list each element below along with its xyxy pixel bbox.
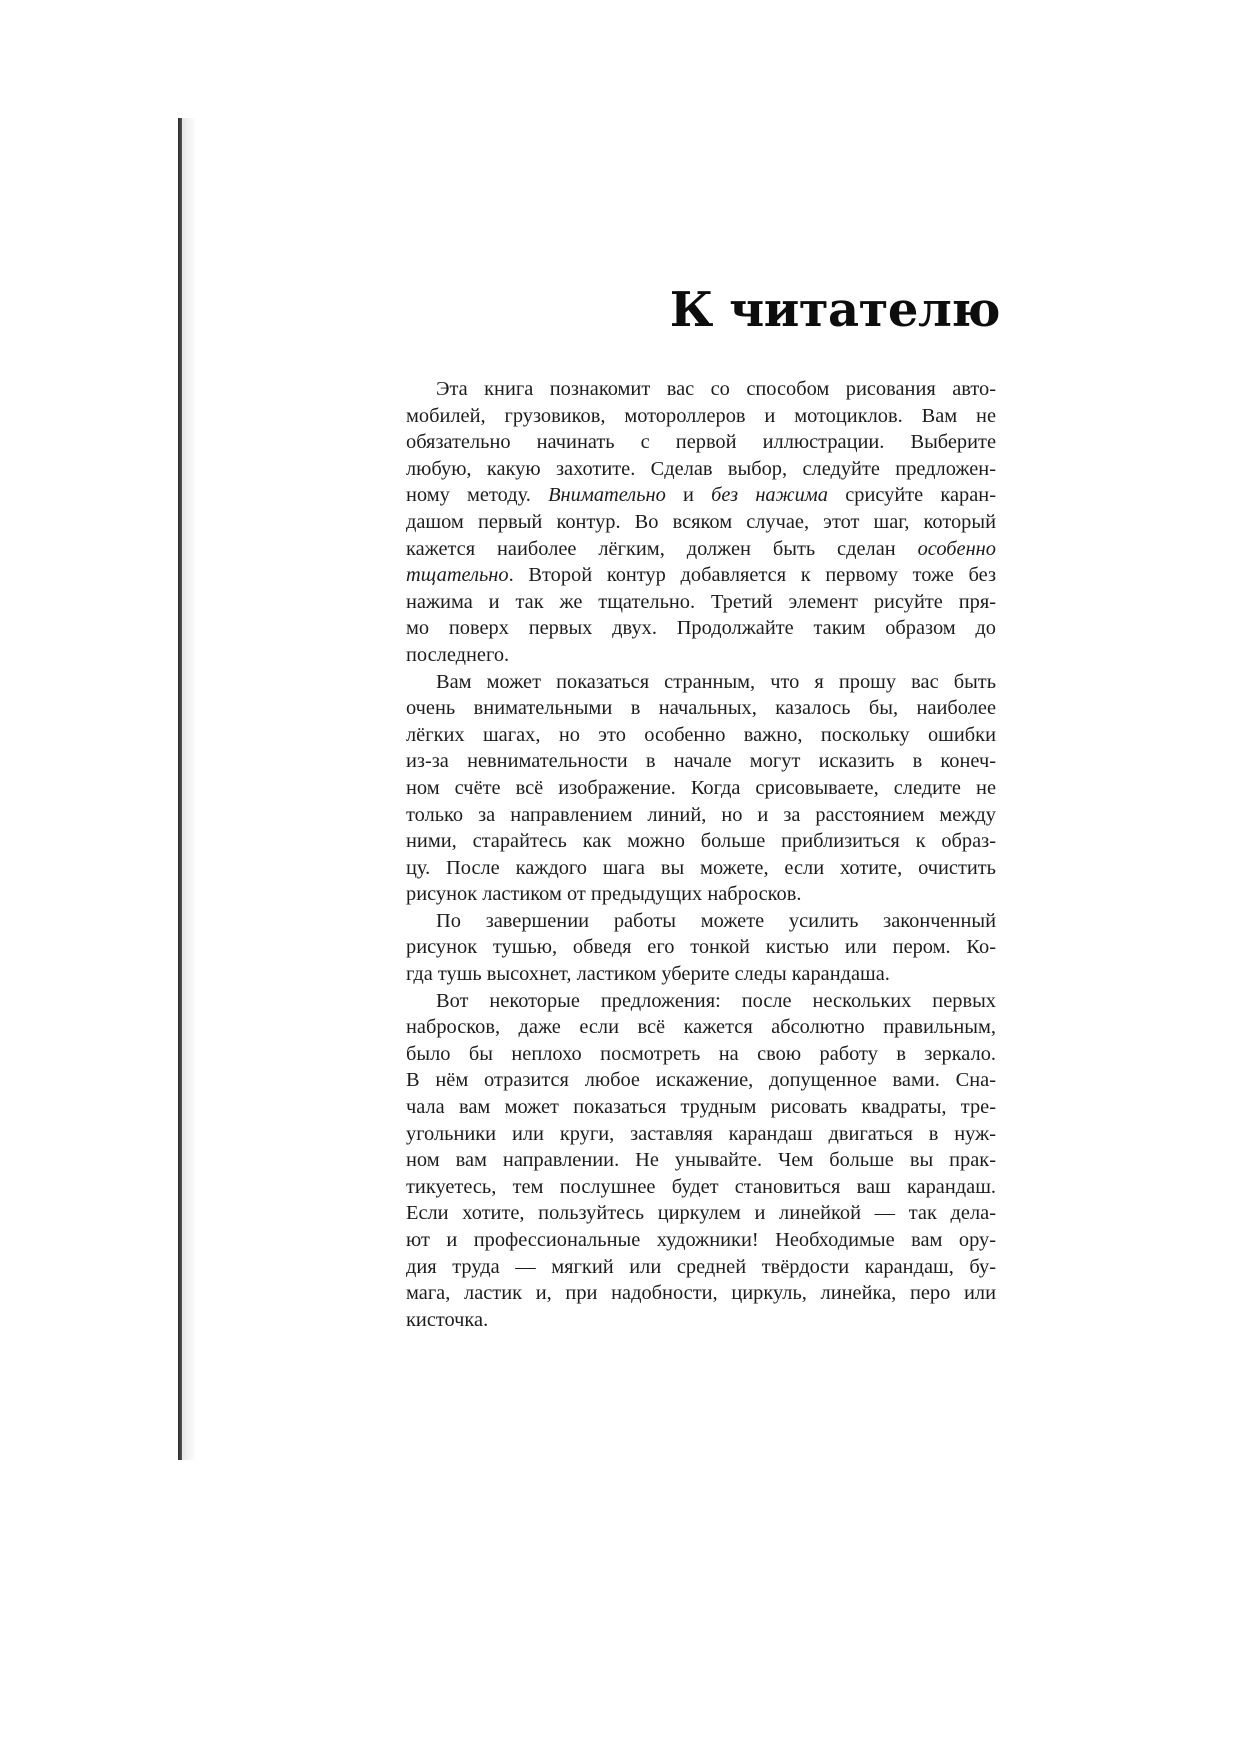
text-segment: и: [665, 484, 712, 507]
text-line: цу. После каждого шага вы можете, если хотите, очистить: [406, 856, 996, 879]
text-line: из-за невнимательности в начале могут исказить в конеч-: [406, 750, 996, 773]
text-line: По завершении работы можете усилить законченный: [436, 909, 996, 932]
text-segment: ному методу.: [406, 484, 549, 507]
text-line: дия труда — мягкий или средней твёрдости карандаш, бу-: [406, 1255, 996, 1278]
text-line: кисточка.: [406, 1308, 489, 1331]
text-line: лёгких шагах, но это особенно важно, поскольку ошибки: [406, 723, 996, 746]
text-line: мобилей, грузовиков, мотороллеров и мотоциклов. Вам не: [406, 404, 996, 427]
text-line: ном вам направлении. Не унывайте. Чем больше вы прак-: [406, 1149, 996, 1172]
text-line: нажима и так же тщательно. Третий элемент рисуйте пря-: [406, 590, 996, 613]
text-line: угольники или круги, заставляя карандаш двигаться в нуж-: [406, 1122, 996, 1145]
emphasis-text: тщательно: [406, 564, 509, 587]
text-line-mixed: [376, 536, 996, 563]
emphasis-text: особенно: [917, 537, 996, 560]
page-title: К читателю: [669, 282, 1000, 338]
text-line: любую, какую захотите. Сделав выбор, следуйте предложен-: [406, 457, 996, 480]
text-line: очень внимательными в начальных, казалось бы, наиболее: [406, 697, 996, 720]
emphasis-text: без нажима: [711, 484, 828, 507]
text-line: дашом первый контур. Во всяком случае, этот шаг, который: [406, 510, 996, 533]
text-line: Вам может показаться странным, что я прошу вас быть: [436, 670, 996, 693]
body-text: [376, 376, 996, 1333]
text-line: последнего.: [406, 643, 510, 666]
paragraph-1: [376, 376, 996, 669]
text-line: чала вам может показаться трудным рисовать квадраты, тре-: [406, 1096, 996, 1119]
text-segment: срисуйте каран-: [828, 484, 997, 507]
paragraph-2: [376, 669, 996, 908]
emphasis-text: Внимательно: [548, 484, 666, 507]
text-line: рисунок тушью, обведя его тонкой кистью или пером. Ко-: [406, 936, 996, 959]
book-spine-shadow: [182, 118, 196, 1460]
text-line: обязательно начинать с первой иллюстрации. Выберите: [406, 431, 996, 454]
text-line: Если хотите, пользуйтесь циркулем и линейкой — так дела-: [406, 1202, 996, 1225]
text-line: ними, старайтесь как можно больше приблизиться к образ-: [406, 830, 996, 853]
text-line: Эта книга познакомит вас со способом рисования авто-: [436, 378, 996, 400]
text-line: В нём отразится любое искажение, допущенное вами. Сна-: [406, 1069, 996, 1092]
text-line-mixed: [376, 562, 996, 589]
paragraph-3: [376, 908, 996, 988]
text-segment: . Второй контур добавляется к первому тоже без: [508, 564, 996, 587]
text-line-mixed: [376, 482, 996, 509]
text-line: Вот некоторые предложения: после нескольких первых: [436, 989, 996, 1012]
text-line: рисунок ластиком от предыдущих набросков.: [406, 883, 802, 906]
text-line: набросков, даже если всё кажется абсолютно правильным,: [406, 1016, 996, 1039]
text-segment: кажется наиболее лёгким, должен быть сделан: [406, 537, 918, 560]
paragraph-4: [376, 988, 996, 1334]
text-line: ном счёте всё изображение. Когда срисовываете, следите не: [406, 776, 996, 799]
text-line: только за направлением линий, но и за расстоянием между: [406, 803, 996, 826]
text-line: тикуетесь, тем послушнее будет становиться ваш карандаш.: [406, 1175, 996, 1198]
text-line: было бы неплохо посмотреть на свою работу в зеркало.: [406, 1042, 996, 1065]
text-line: ют и профессиональные художники! Необходимые вам ору-: [406, 1229, 996, 1251]
text-line: мага, ластик и, при надобности, циркуль, линейка, перо или: [406, 1282, 996, 1305]
text-line: мо поверх первых двух. Продолжайте таким образом до: [406, 617, 996, 640]
text-line: гда тушь высохнет, ластиком уберите следы карандаша.: [406, 963, 890, 986]
